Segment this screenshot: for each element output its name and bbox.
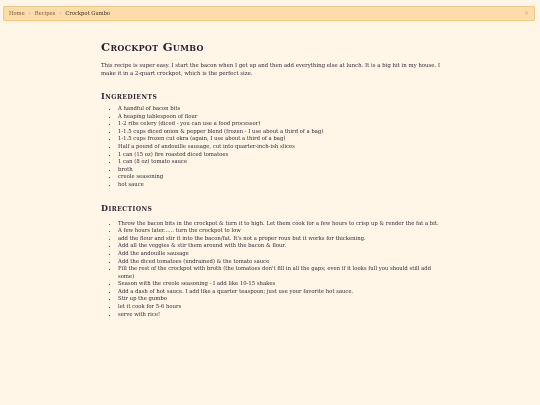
direction-step: • serve with rice! [118, 312, 441, 320]
ingredient-item: • Half a pound of andouille sausage, cut into quarter-inch-ish slices [118, 144, 441, 152]
recipe-content [101, 40, 441, 319]
close-icon[interactable]: × [523, 10, 529, 17]
breadcrumb-current: Crockpot Gumbo [65, 10, 111, 17]
breadcrumb [3, 6, 535, 21]
direction-step: • Add all the veggies & stir them around with the bacon & flour. [118, 243, 441, 251]
directions-list [101, 221, 441, 320]
direction-step: • Season with the creole seasoning - I add like 10-15 shakes [118, 281, 441, 289]
ingredient-item: • 1 can (15 oz) fire roasted diced tomatoes [118, 152, 441, 160]
ingredient-item: • creole seasoning [118, 174, 441, 182]
breadcrumb-recipes-link[interactable]: Recipes [34, 10, 56, 17]
directions-heading: Directions [101, 202, 153, 213]
breadcrumb-home-link[interactable]: Home [9, 10, 25, 17]
direction-step: • Throw the bacon bits in the crockpot & turn it to high. Let them cook for a few hours to crisp up & render the fat a bit. [118, 221, 441, 229]
direction-step: • Add the diced tomatoes (undrained) & the tomato sauce [118, 259, 441, 267]
direction-step: • Fill the rest of the crockpot with broth (the tomatoes don't fill in all the gaps; even if it looks full you should still add some) [118, 266, 441, 281]
ingredient-item: • A handful of bacon bits [118, 106, 441, 114]
ingredient-item: • 1-1.5 cups frozen cut okra (again, I use about a third of a bag) [118, 136, 441, 144]
page-title: Crockpot Gumbo [101, 40, 204, 54]
direction-step: • add the flour and stir it into the bacon/fat. It's not a proper roux but it works for thickening. [118, 236, 441, 244]
direction-step: • let it cook for 5-6 hours [118, 304, 441, 312]
ingredient-item: • broth [118, 167, 441, 175]
ingredients-list [101, 106, 441, 190]
ingredient-item: • hot sauce [118, 182, 441, 190]
recipe-intro: This recipe is super easy. I start the bacon when I get up and then add everything else at lunch. It is a big hit in my house. I make it in a 2-quart crockpot, which is the perfect size. [101, 63, 441, 77]
direction-step: • A few hours later...... turn the crockpot to low [118, 228, 441, 236]
breadcrumb-separator: › [28, 10, 31, 17]
direction-step: • Add the andouille sausage [118, 251, 441, 259]
ingredient-item: • 1-1.5 cups diced onion & pepper blend (frozen - I use about a third of a bag) [118, 129, 441, 137]
direction-step: • Add a dash of hot sauce. I add like a quarter teaspoon; just use your favorite hot sauce. [118, 289, 441, 297]
breadcrumb-separator: › [59, 10, 62, 17]
ingredient-item: • A heaping tablespoon of flour [118, 114, 441, 122]
ingredient-item: • 1 can (8 oz) tomato sauce [118, 159, 441, 167]
ingredient-item: • 1-2 ribs celery (diced - you can use a food processor) [118, 121, 441, 129]
direction-step: • Stir up the gumbo [118, 296, 441, 304]
ingredients-heading: Ingredients [101, 91, 158, 101]
